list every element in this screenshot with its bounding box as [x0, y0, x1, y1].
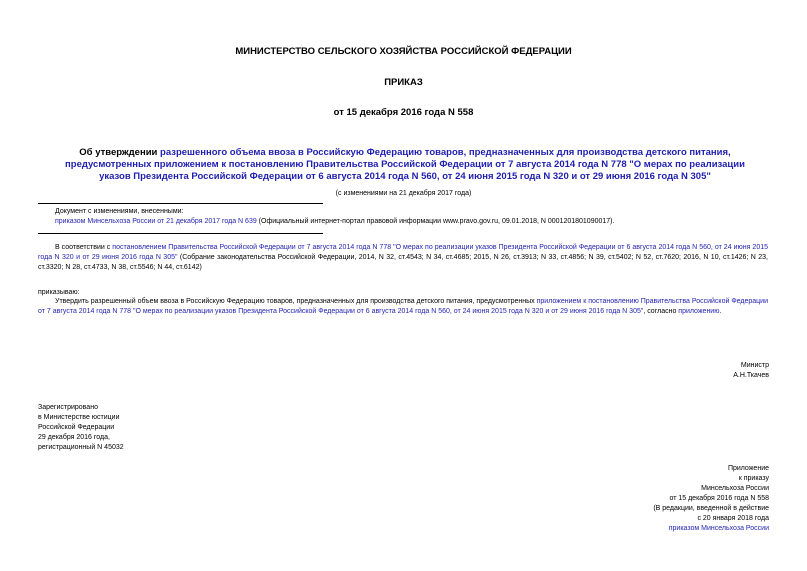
order-link-appendix[interactable]: приложению — [678, 308, 720, 315]
order-text-2: , согласно — [643, 308, 679, 315]
appendix-line: от 15 декабря 2016 года N 558 — [669, 495, 769, 502]
preamble-text: В соответствии с — [55, 244, 113, 251]
signature-name: А.Н.Ткачев — [733, 372, 769, 379]
signature-position: Министр — [740, 362, 769, 369]
divider-bottom — [38, 233, 323, 234]
document-title — [55, 147, 755, 183]
order-label: приказываю: — [38, 289, 80, 296]
divider-top — [38, 203, 323, 204]
preamble-link[interactable]: постановлением Правительства Российской Федерации от 7 августа 2014 года N 778 "О мерах по реализации указов Президента Российской Федерации от 6 августа 2014 года N 560, от 24 июня 2015 года N 320 и от 29 июня 2016 года N 305" — [38, 244, 769, 261]
appendix-line: Минсельхоза России — [701, 485, 769, 492]
changes-line — [55, 217, 755, 227]
order-link-resolution[interactable]: приложением к постановлению Правительства Российской Федерации от 7 августа 2014 года N 778 "О мерах по реализации указов Президента Российской Федерации от 6 августа 2014 года N 560, от 24 июня 2015 года N 320 и от 29 июня 2016 года N 305" — [38, 298, 768, 315]
edition-note: (с изменениями на 21 декабря 2017 года) — [335, 190, 472, 197]
title-text: Об утверждении — [79, 147, 161, 158]
appendix-line: (В редакции, введенной в действие — [653, 505, 769, 512]
registration-line: 29 декабря 2016 года, — [38, 434, 110, 441]
registration-line: Российской Федерации — [38, 424, 115, 431]
order-text-3: . — [719, 308, 722, 315]
appendix-order-link[interactable]: приказом Минсельхоза России — [668, 525, 769, 532]
registration-line: Зарегистрировано — [38, 404, 98, 411]
title-link[interactable]: разрешенного объема ввоза в Российскую Федерацию товаров, предназначенных для производства детского питания, предусмотренных приложением к постановлению Правительства Российской Федерации от 7 августа 2014 года N 778 "О мерах по реализации указов Президента Российской Федерации от 6 августа 2014 года N 560, от 24 июня 2015 года N 320 и от 29 июня 2016 года N 305" — [65, 147, 745, 182]
ministry-heading: МИНИСТЕРСТВО СЕЛЬСКОГО ХОЗЯЙСТВА РОССИЙСКОЙ ФЕДЕРАЦИИ — [235, 46, 572, 57]
doc-type-heading: ПРИКАЗ — [384, 77, 423, 88]
registration-line: регистрационный N 45032 — [38, 444, 124, 451]
order-text: Утвердить разрешенный объем ввоза в Российскую Федерацию товаров, предназначенных для производства детского питания, предусмотренных — [55, 298, 537, 305]
changes-link[interactable]: приказом Минсельхоза России от 21 декабря 2017 года N 639 — [55, 218, 257, 225]
changes-label: Документ с изменениями, внесенными: — [55, 208, 184, 215]
order-paragraph — [38, 297, 768, 317]
registration-block — [38, 403, 124, 453]
preamble-paragraph — [38, 243, 768, 273]
appendix-line: с 20 января 2018 года — [697, 515, 769, 522]
doc-date-heading: от 15 декабря 2016 года N 558 — [333, 107, 474, 118]
changes-rest: (Официальный интернет-портал правовой информации www.pravo.gov.ru, 09.01.2018, N 0001201801090017). — [256, 218, 615, 225]
appendix-block — [653, 464, 769, 534]
appendix-line: к приказу — [738, 475, 769, 482]
registration-line: в Министерстве юстиции — [38, 414, 120, 421]
appendix-line: Приложение — [727, 465, 769, 472]
preamble-sources: (Собрание законодательства Российской Федерации, 2014, N 32, ст.4543; N 34, ст.4685; 2015, N 26, ст.3913; N 33, ст.4856; N 39, ст.5402; N 52, ст.7620; 2016, N 10, ст.1426; N 23, ст.3320; N 28, ст.4733, N 38, ст.5546; N 44, ст.6142) — [38, 254, 768, 271]
